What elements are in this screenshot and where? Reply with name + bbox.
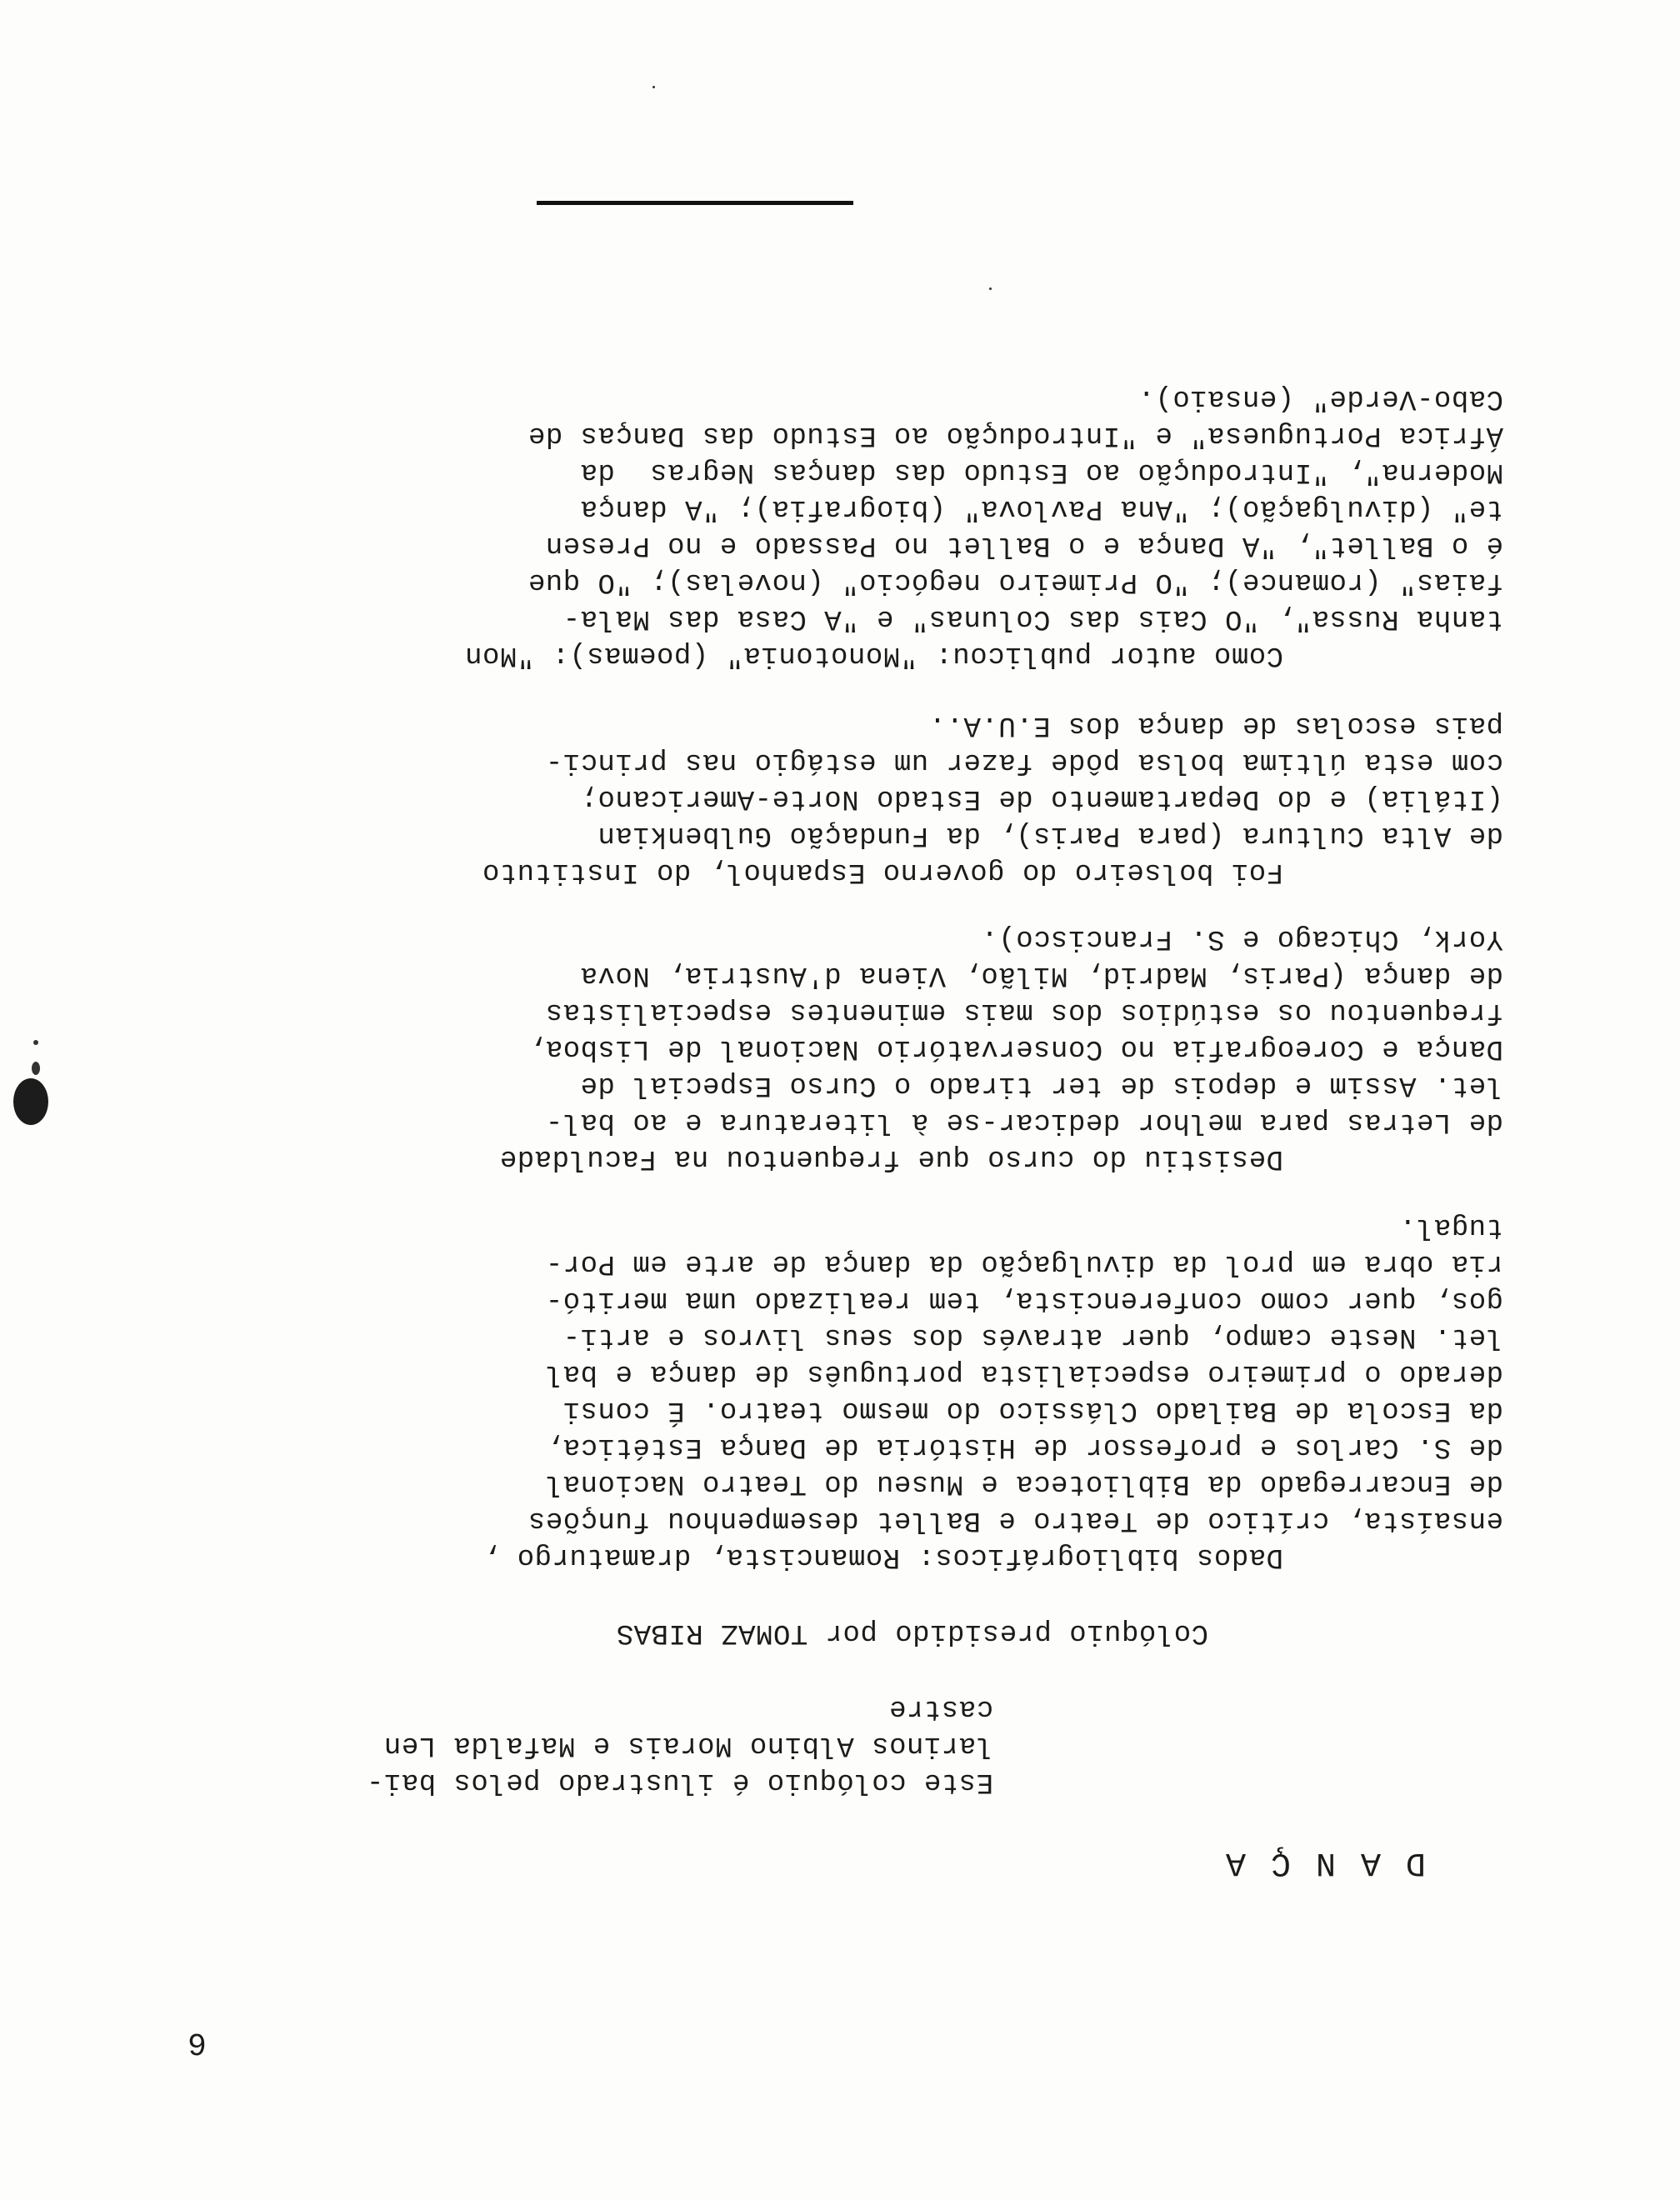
page-title: DANÇA — [1200, 1843, 1426, 1881]
text-line: pais escolas de dança dos E.U.A.. — [928, 709, 1503, 741]
text-line: tugal. — [1398, 1211, 1503, 1242]
text-line: Como autor publicou: "Monotonia" (poemas): "Mon — [464, 639, 1283, 671]
ink-blot — [13, 1078, 48, 1125]
text-line: Desistiu do curso que frequentou na Faculdade — [499, 1142, 1283, 1174]
page-number: 6 — [188, 2024, 207, 2060]
text-line: de Alta Cultura (para Paris), da Fundação Gulbenkian — [598, 819, 1503, 851]
text-line: let. Assim e depois de ter tirado o Curso Especial de — [580, 1069, 1503, 1101]
text-line: York, Chicago e S. Francisco). — [980, 922, 1503, 954]
intro-line: castre — [888, 1692, 993, 1724]
presided-by-line: Colóquio presidido por TOMAZ RIBAS — [616, 1617, 1208, 1648]
text-line: Dados bibliográficos: Romancista, dramaturgo , — [482, 1541, 1283, 1572]
text-line: derado o primeiro especialista português de dança e bal — [545, 1358, 1503, 1389]
ink-speck — [32, 1062, 40, 1075]
text-line: de S. Carlos e professor de História de Dança Estética, — [545, 1431, 1503, 1462]
text-line: é o Ballet", "A Dança e o Ballet no Passado e no Presen — [545, 529, 1503, 561]
text-line: de Encarregado da Biblioteca e Museu do Teatro Nacional — [545, 1468, 1503, 1499]
text-line: ensaísta, crítico de Teatro e Ballet desempenhou funções — [528, 1504, 1503, 1536]
intro-line: Este colóquio é ilustrado pelos bai- — [366, 1766, 993, 1798]
text-line: te" (divulgação); "Ana Pavlova" (biografia); "A dança — [580, 492, 1503, 524]
horizontal-rule — [537, 201, 853, 205]
ink-speck — [33, 1040, 38, 1045]
text-line: com esta última bolsa pôde fazer um estágio nas princi- — [545, 746, 1503, 778]
text-line: Dança e Coreografia no Conservatório Nacional de Lisboa, — [528, 1032, 1503, 1064]
text-line: frequentou os estúdios dos mais eminentes especialistas — [545, 996, 1503, 1028]
text-line: faias" (romance); "O Primeiro negócio" (novelas); "O que — [528, 566, 1503, 598]
text-line: gos, quer como conferencista, tem realizado uma meritó- — [545, 1284, 1503, 1316]
text-line: de Letras para melhor dedicar-se à literatura e ao bal- — [545, 1106, 1503, 1138]
intro-line: larinos Albino Morais e Mafalda Len — [383, 1729, 993, 1761]
ink-speck — [989, 288, 992, 290]
text-line: let. Neste campo, quer através dos seus livros e arti- — [562, 1321, 1503, 1352]
text-line: ria obra em prol da divulgação da dança de arte em Por- — [545, 1248, 1503, 1279]
text-line: Cabo-Verde" (ensaio). — [1138, 382, 1503, 414]
text-line: África Portuguesa" e "Introdução ao Estudo das Danças de — [528, 419, 1503, 451]
text-line: Moderna", "Introdução ao Estudo das danças Negras da — [580, 456, 1503, 488]
text-line: de dança (Paris, Madrid, Milão, Viena d'Austria, Nova — [580, 959, 1503, 991]
ink-speck — [652, 86, 655, 88]
text-line: (Itália) e do Departamento de Estado Norte-Americano; — [580, 782, 1503, 814]
text-line: da Escola de Bailado Clássico do mesmo teatro. É consi — [562, 1394, 1503, 1426]
text-line: tanha Russa", "O Cais das Colunas" e "A Casa das Mala- — [562, 602, 1503, 634]
text-line: Foi bolseiro do governo Espanhol, do Instituto — [482, 856, 1283, 888]
